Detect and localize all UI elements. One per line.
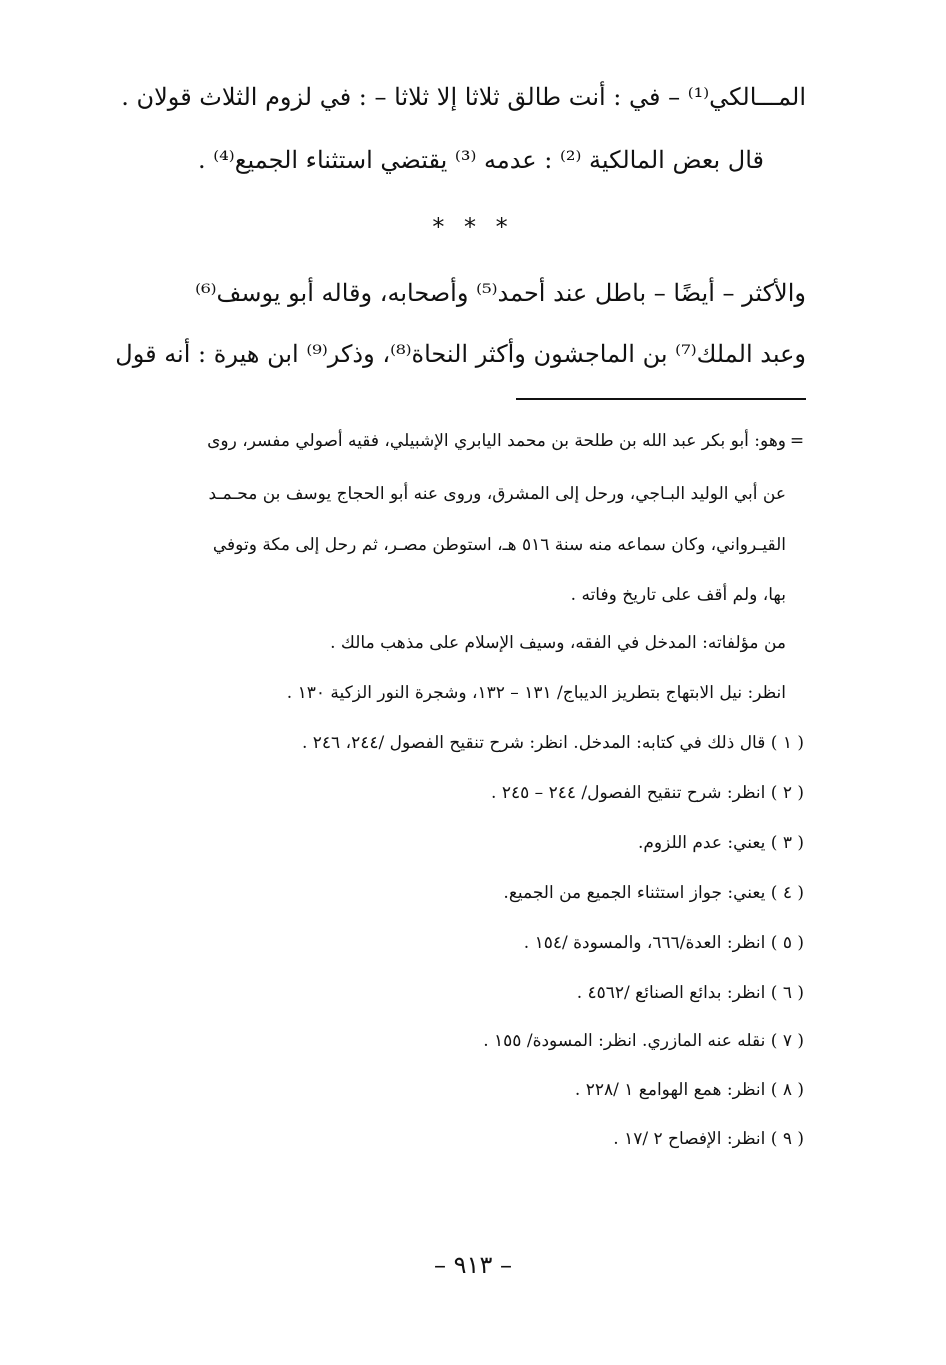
body-line-1: المـــالكي⁽¹⁾ – في : أنت طالق ثلاثا إلا ثلاثا – : في لزوم الثلاث قولان . bbox=[121, 83, 806, 111]
footnote-7: ( ٧ ) نقله عنه المازري. انظر: المسودة/ ١٥٥ . bbox=[483, 1031, 804, 1051]
page-number: – ٩١٣ – bbox=[434, 1251, 512, 1279]
footnote-continuation-marker: = bbox=[789, 431, 805, 451]
body-line-2: قال بعض المالكية ⁽²⁾ : عدمه ⁽³⁾ يقتضي استثناء الجميع⁽⁴⁾ . bbox=[198, 146, 764, 174]
footnote-continuation-line-2: عن أبي الوليد البـاجي، ورحل إلى المشرق، وروى عنه أبو الحجاج يوسف بن محـمـد bbox=[208, 484, 786, 504]
footnote-continuation-line-1: وهو: أبو بكر عبد الله بن طلحة بن محمد اليابري الإشبيلي، فقيه أصولي مفسر، روى bbox=[207, 431, 786, 451]
footnote-8: ( ٨ ) انظر: همع الهوامع ١ /٢٢٨ . bbox=[574, 1080, 804, 1100]
footnote-2: ( ٢ ) انظر: شرح تنقيح الفصول/ ٢٤٤ – ٢٤٥ . bbox=[491, 783, 804, 803]
footnote-4: ( ٤ ) يعني: جواز استثناء الجميع من الجميع. bbox=[503, 883, 804, 903]
footnote-divider bbox=[516, 398, 806, 400]
body-line-3: والأكثر – أيضًا – باطل عند أحمد⁽⁵⁾ وأصحابه، وقاله أبو يوسف⁽⁶⁾ bbox=[195, 279, 806, 307]
body-line-4: وعبد الملك⁽⁷⁾ بن الماجشون وأكثر النحاة⁽⁸⁾، وذكر⁽⁹⁾ ابن هيرة : أنه قول bbox=[115, 340, 806, 368]
footnote-continuation-line-3: القيـرواني، وكان سماعه منه سنة ٥١٦ هـ، استوطن مصـر، ثم رحل إلى مكة وتوفي bbox=[212, 535, 786, 555]
footnote-6: ( ٦ ) انظر: بدائع الصنائع /٤٥٦٢ . bbox=[576, 983, 804, 1003]
section-separator: * * * bbox=[432, 213, 514, 241]
footnote-continuation-line-4: بها، ولم أقف على تاريخ وفاته . bbox=[570, 585, 786, 605]
footnote-9: ( ٩ ) انظر: الإفصاح ٢ /١٧ . bbox=[613, 1129, 804, 1149]
footnote-5: ( ٥ ) انظر: العدة/٦٦٦، والمسودة /١٥٤ . bbox=[523, 933, 804, 953]
footnote-3: ( ٣ ) يعني: عدم اللزوم. bbox=[637, 833, 804, 853]
footnote-continuation-line-6: انظر: نيل الابتهاج بتطريز الديباج/ ١٣١ – ١٣٢، وشجرة النور الزكية ١٣٠ . bbox=[286, 683, 786, 703]
footnote-1: ( ١ ) قال ذلك في كتابه: المدخل. انظر: شرح تنقيح الفصول /٢٤٤، ٢٤٦ . bbox=[301, 733, 804, 753]
footnote-continuation-line-5: من مؤلفاته: المدخل في الفقه، وسيف الإسلام على مذهب مالك . bbox=[330, 633, 786, 653]
